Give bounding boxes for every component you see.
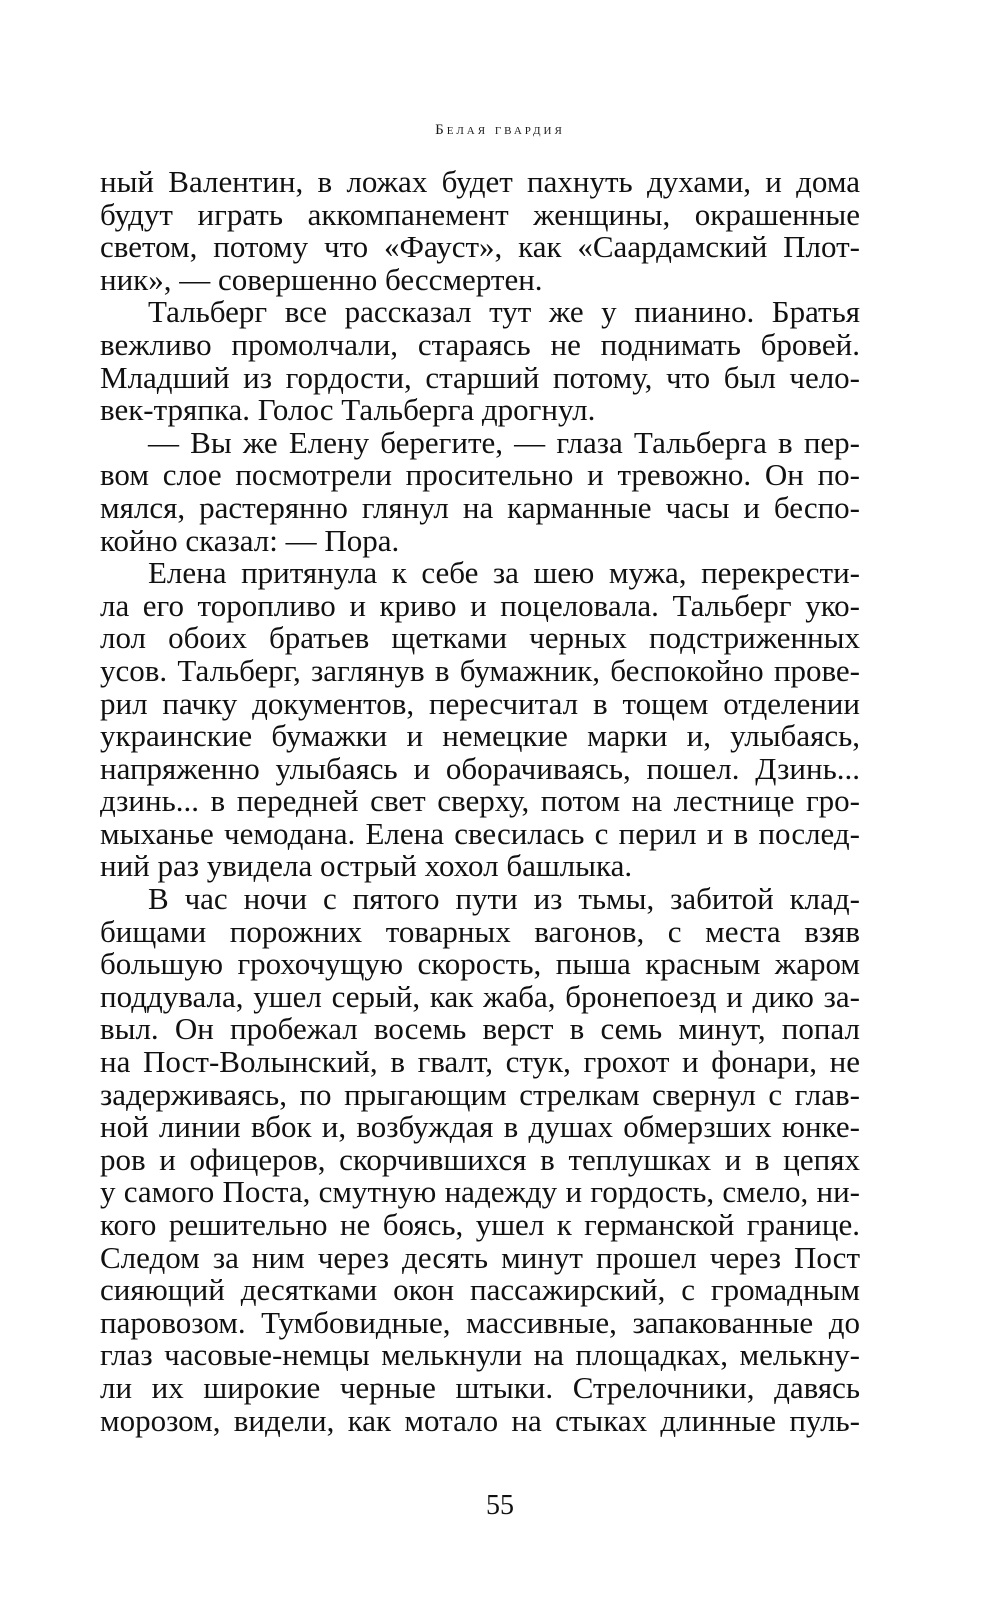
text-line: ный Валентин, в ложах будет пахнуть духами, и дома bbox=[100, 164, 860, 199]
text-line: Тальберг все рассказал тут же у пианино. Братья bbox=[148, 294, 860, 330]
text-line: украинские бумажки и немецкие марки и, улыбаясь, bbox=[100, 718, 860, 754]
text-line: ний раз увидела острый хохол башлыка. bbox=[100, 848, 633, 884]
text-line: выл. Он пробежал восемь верст в семь минут, попал bbox=[100, 1011, 860, 1047]
text-line: рил пачку документов, пересчитал в тощем отделении bbox=[100, 685, 860, 721]
text-line: вом слое посмотрели просительно и тревожно. Он по- bbox=[100, 457, 860, 493]
text-line: век-тряпка. Голос Тальберга дрогнул. bbox=[100, 392, 596, 428]
text-line: напряженно улыбаясь и оборачиваясь, пошел. Дзинь... bbox=[100, 750, 860, 786]
text-line: мялся, растерянно глянул на карманные часы и беспо- bbox=[100, 489, 860, 525]
text-line: В час ночи с пятого пути из тьмы, забитой клад- bbox=[148, 881, 860, 917]
body-text bbox=[100, 166, 860, 1437]
text-line: паровозом. Тумбовидные, массивные, запакованные до bbox=[100, 1304, 860, 1340]
text-line: бищами порожних товарных вагонов, с места взяв bbox=[100, 913, 860, 949]
text-line: морозом, видели, как мотало на стыках длинные пуль- bbox=[100, 1402, 860, 1438]
text-line: ла его торопливо и криво и поцеловала. Тальберг уко- bbox=[100, 587, 860, 623]
text-line: ной линии вбок и, возбуждая в душах обмерзших юнке- bbox=[100, 1109, 860, 1145]
page-number: 55 bbox=[486, 1490, 514, 1521]
text-line: ли их широкие черные штыки. Стрелочники, давясь bbox=[100, 1369, 860, 1405]
text-line: Младший из гордости, старший потому, что был чело- bbox=[100, 359, 860, 395]
text-line: Елена притянула к себе за шею мужа, перекрести- bbox=[148, 555, 860, 591]
text-line: у самого Поста, смутную надежду и гордость, смело, ни- bbox=[100, 1174, 860, 1210]
text-line: большую грохочущую скорость, пыша красным жаром bbox=[100, 946, 860, 982]
text-line: ник», — совершенно бессмертен. bbox=[100, 261, 543, 297]
text-line: ров и офицеров, скорчившихся в теплушках и в цепях bbox=[100, 1141, 860, 1177]
text-line: кого решительно не боясь, ушел к германской границе. bbox=[100, 1207, 860, 1242]
text-line: мыханье чемодана. Елена свесилась с перил и в послед- bbox=[100, 815, 860, 851]
text-line: будут играть аккомпанемент женщины, окрашенные bbox=[100, 196, 860, 232]
text-line: вежливо промолчали, стараясь не поднимать бровей. bbox=[100, 326, 860, 362]
text-line: на Пост-Волынский, в гвалт, стук, грохот и фонари, не bbox=[100, 1044, 860, 1080]
text-line: — Вы же Елену берегите, — глаза Тальберга в пер- bbox=[148, 424, 860, 460]
text-line: сияющий десятками окон пассажирский, с громадным bbox=[100, 1272, 860, 1308]
text-line: Следом за ним через десять минут прошел через Пост bbox=[100, 1239, 860, 1275]
text-line: дзинь... в передней свет сверху, потом на лестнице гро- bbox=[100, 783, 860, 819]
text-line: глаз часовые-немцы мелькнули на площадках, мелькну- bbox=[100, 1337, 860, 1373]
text-line: лол обоих братьев щетками черных подстриженных bbox=[100, 620, 860, 656]
running-head: Белая гвардия bbox=[435, 122, 565, 138]
text-line: задерживаясь, по прыгающим стрелкам свернул с глав- bbox=[100, 1076, 860, 1112]
text-line: светом, потому что «Фауст», как «Саардамский Плот- bbox=[100, 229, 860, 265]
text-line: койно сказал: — Пора. bbox=[100, 522, 400, 558]
text-line: усов. Тальберг, заглянув в бумажник, беспокойно прове- bbox=[100, 652, 860, 688]
text-line: поддувала, ушел серый, как жаба, бронепоезд и дико за- bbox=[100, 978, 860, 1014]
